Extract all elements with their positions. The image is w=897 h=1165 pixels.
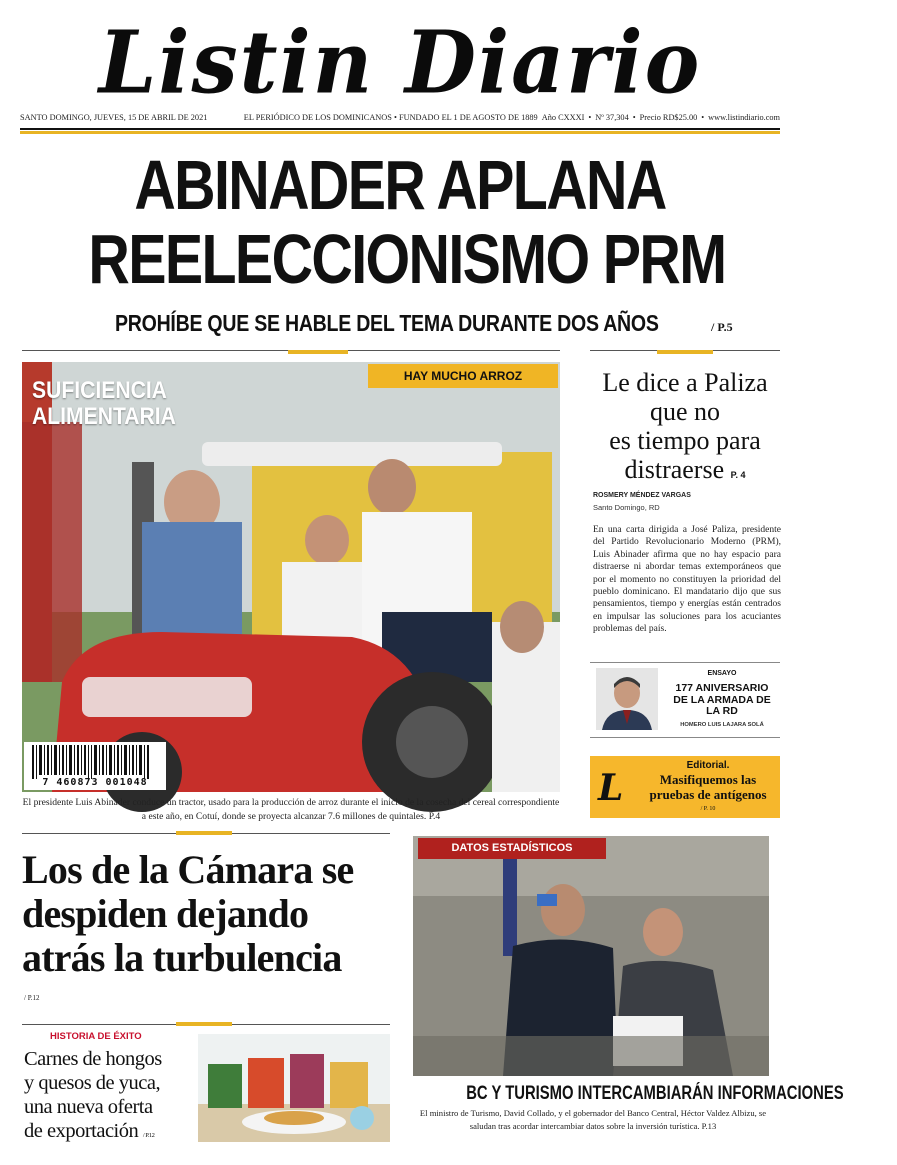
bc-caption: El ministro de Turismo, David Collado, y el gobernador del Banco Central, Héctor Valdez Albizu, se saludan tras acordar intercambiar datos sobre la inversión turística. P.13: [419, 1108, 767, 1131]
bc-tag[interactable]: DATOS ESTADÍSTICOS: [418, 838, 606, 859]
food-products-illustration: [198, 1034, 390, 1142]
issue-date: SANTO DOMINGO, JUEVES, 15 DE ABRIL DE 2021: [20, 113, 208, 122]
essay-author-photo: [596, 668, 658, 730]
photo-kicker-line2: ALIMENTARIA: [32, 403, 176, 430]
essay-label: ENSAYO: [707, 670, 737, 677]
right-title-line2: que no: [649, 397, 721, 426]
issue-year: Año CXXXI: [541, 113, 585, 122]
exito-title-line1: Carnes de hongos: [24, 1048, 162, 1070]
issue-number: Nº 37,304: [595, 113, 629, 122]
right-title-line4: distraerse: [624, 455, 725, 484]
camara-title-line1: Los de la Cámara se: [22, 847, 354, 892]
exito-label: HISTORIA DE ÉXITO: [50, 1031, 142, 1042]
barcode: [24, 742, 166, 790]
section-gold-tab: [657, 350, 713, 354]
right-title-line3: es tiempo para: [609, 426, 761, 455]
editorial-title-line1: Masifiquemos las: [659, 772, 757, 787]
bc-story-title[interactable]: [413, 1083, 844, 1105]
exito-story-page-ref[interactable]: / P.12: [142, 1132, 155, 1139]
exito-title-line2: y quesos de yuca,: [24, 1072, 161, 1094]
bc-photo[interactable]: [413, 836, 769, 1076]
section-gold-tab: [288, 350, 348, 354]
exito-title-line4: de exportación: [24, 1120, 139, 1142]
editorial-title-line2: pruebas de antígenos: [649, 787, 767, 802]
subhead-page-ref[interactable]: / P.5: [711, 320, 733, 334]
issue-price: Precio RD$25.00: [639, 113, 698, 122]
subhead-text: PROHÍBE QUE SE HABLE DEL TEMA DURANTE DOS AÑOS: [115, 310, 660, 336]
essay-title[interactable]: [663, 683, 781, 718]
camara-title-line2: despiden dejando: [22, 891, 309, 936]
info-line: SANTO DOMINGO, JUEVES, 15 DE ABRIL DE 2021 EL PERIÓDICO DE LOS DOMINICANOS • FUNDADO EL 1 DE AGOSTO DE 1889 Año CXXXI • Nº 37,304 • Precio RD$25.00 • www.listindiario.com: [20, 113, 780, 127]
photo-kicker-line1: SUFICIENCIA: [32, 377, 167, 404]
right-story-place: Santo Domingo, RD: [593, 503, 660, 512]
exito-title-line3: una nueva oferta: [24, 1096, 153, 1118]
handshake-photo-illustration: [413, 836, 769, 1076]
camara-story-page-ref[interactable]: / P.12: [24, 994, 40, 1002]
editorial-label: Editorial.: [686, 760, 730, 771]
main-headline-line2[interactable]: REELECCIONISMO PRM: [88, 220, 726, 298]
right-story-body: En una carta dirigida a José Paliza, presidente del Partido Revolucionario Moderno (PRM), Luis Abinader afirma que no hay espacio para distraerse ni abordar temas extemporáneos que por el momento no constituyen la prioridad del pueblo dominicano. El mandatario dijo que sus pensamientos, tiempo y energías están centrados en impulsar las soluciones para los acuciantes problemas del país.: [593, 525, 781, 635]
photo-kicker: [32, 378, 176, 430]
camara-story-title[interactable]: [22, 848, 402, 980]
right-story-byline: ROSMERY MÉNDEZ VARGAS: [593, 492, 691, 499]
masthead-gold-rule: [20, 131, 780, 134]
exito-story-title[interactable]: [24, 1047, 194, 1148]
camara-title-line3: atrás la turbulencia: [22, 935, 342, 980]
listin-l-logo-icon: L: [598, 767, 624, 809]
section-gold-tab: [176, 1022, 232, 1026]
essay-title-line2: DE LA ARMADA DE: [673, 693, 771, 706]
right-story-title[interactable]: [590, 368, 780, 490]
site-link[interactable]: www.listindiario.com: [708, 113, 780, 122]
editorial-page-ref[interactable]: / P. 10: [700, 806, 716, 812]
main-headline-line1[interactable]: ABINADER APLANA: [134, 146, 666, 224]
section-gold-tab: [176, 831, 232, 835]
masthead-logo[interactable]: Listin Diario: [98, 12, 702, 114]
right-story-page-ref[interactable]: P. 4: [730, 470, 746, 480]
right-title-line1: Le dice a Paliza: [602, 368, 768, 397]
editorial-title[interactable]: [640, 772, 776, 802]
photo-tag[interactable]: HAY MUCHO ARROZ: [368, 364, 558, 388]
bc-title-text: BC Y TURISMO INTERCAMBIARÁN INFORMACIONES: [466, 1083, 844, 1104]
masthead-rule: [20, 128, 780, 130]
author-portrait-illustration: [596, 668, 658, 730]
tagline: EL PERIÓDICO DE LOS DOMINICANOS • FUNDADO EL 1 DE AGOSTO DE 1889: [243, 113, 538, 122]
barcode-digits: 7 460873 001048: [42, 777, 148, 788]
main-subhead: [20, 310, 780, 337]
essay-author: HOMERO LUIS LAJARA SOLÁ: [680, 722, 764, 728]
exito-photo[interactable]: [198, 1034, 390, 1142]
essay-title-line3: LA RD: [706, 705, 738, 717]
essay-title-line1: 177 ANIVERSARIO: [675, 682, 769, 694]
photo-caption: El presidente Luis Abinader conduce un tractor, usado para la producción de arroz durante el inicio de la cosecha del cereal correspondiente a este año, en Cotuí, donde se proyecta alcanzar 7.6 millones de quintales. P.4: [22, 797, 560, 822]
